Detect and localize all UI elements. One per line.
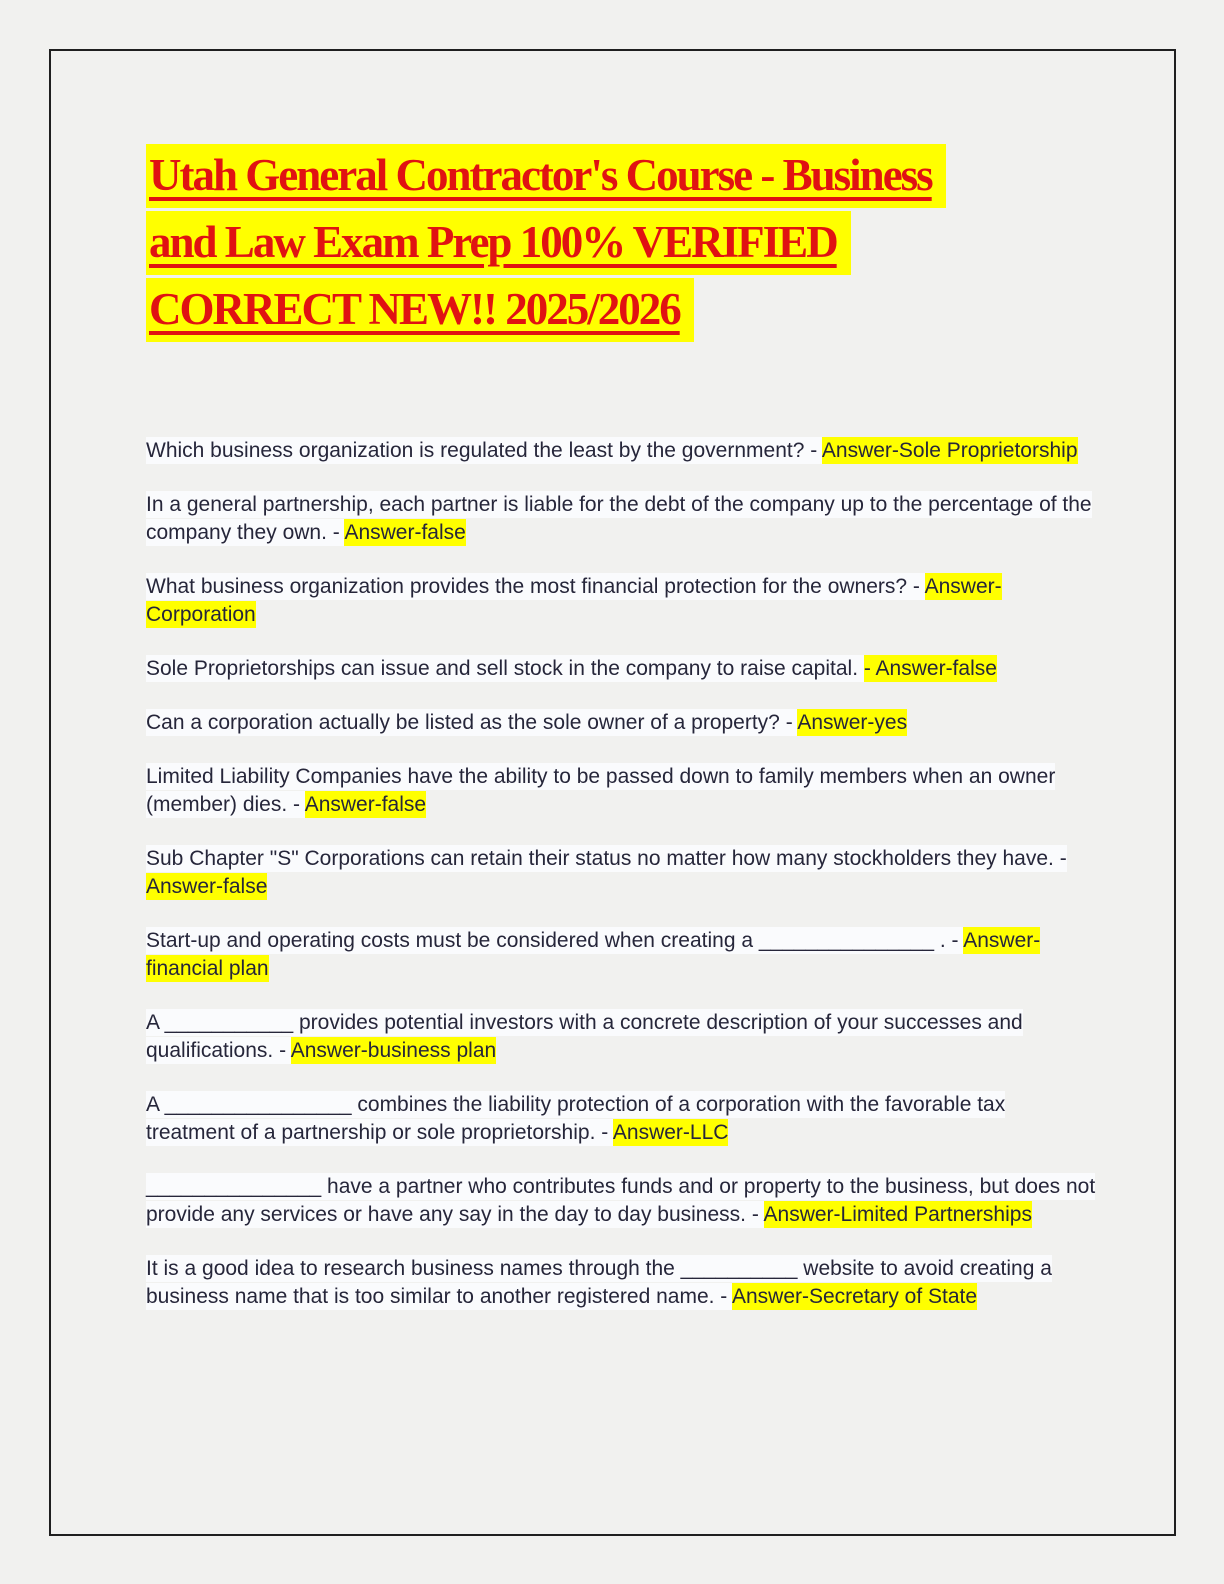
question-text: What business organization provides the most financial protection for the owners? -: [146, 575, 925, 598]
qa-item: [146, 927, 1096, 983]
qa-item: [146, 573, 1096, 629]
title-line: [146, 211, 1096, 278]
title-line: [146, 144, 1096, 211]
qa-item: [146, 1009, 1096, 1065]
question-text: Which business organization is regulated the least by the government? -: [146, 439, 822, 462]
question-text: A ___________ provides potential investors with a concrete description of your successes and qualifications. -: [146, 1011, 1023, 1062]
answer-highlight: Answer-financial plan: [146, 929, 1041, 980]
question-text: Sub Chapter "S" Corporations can retain their status no matter how many stockholders they have. -: [146, 847, 1067, 870]
question-text: Can a corporation actually be listed as the sole owner of a property? -: [146, 711, 798, 734]
qa-item: [146, 845, 1096, 901]
document-title: [146, 144, 1096, 345]
answer-highlight: - Answer-false: [863, 657, 997, 680]
question-text: It is a good idea to research business names through the __________ website to avoid creating a business name that is too similar to another registered name. -: [146, 1257, 1052, 1308]
page-content: [146, 144, 1096, 1337]
answer-highlight: Answer-Limited Partnerships: [763, 1203, 1032, 1226]
qa-item: [146, 437, 1096, 465]
question-text: _______________ have a partner who contributes funds and or property to the business, but does not provide any services or have any say in the day to day business. -: [146, 1175, 1096, 1226]
question-text: A ________________ combines the liability protection of a corporation with the favorable tax treatment of a partnership or sole proprietorship. -: [146, 1093, 1006, 1144]
title-line: [146, 278, 1096, 345]
answer-highlight: Answer-Sole Proprietorship: [821, 439, 1078, 462]
qa-item: [146, 1173, 1096, 1229]
answer-highlight: Answer-Corporation: [146, 575, 1002, 626]
question-text: Start-up and operating costs must be considered when creating a _______________ . -: [146, 929, 964, 952]
page-border: [49, 49, 1176, 1536]
answer-highlight: Answer-business plan: [290, 1039, 497, 1062]
answer-highlight: Answer-Secretary of State: [731, 1285, 978, 1308]
title-highlight: CORRECT NEW!! 2025/2026: [146, 278, 694, 342]
qa-item: [146, 1255, 1096, 1311]
title-highlight: and Law Exam Prep 100% VERIFIED: [146, 211, 851, 275]
answer-highlight: Answer-false: [146, 875, 268, 898]
answer-highlight: Answer-false: [344, 521, 466, 544]
qa-item: [146, 491, 1096, 547]
question-text: Limited Liability Companies have the ability to be passed down to family members when an owner (member) dies. -: [146, 765, 1056, 816]
question-text: In a general partnership, each partner is liable for the debt of the company up to the percentage of the company they own. -: [146, 493, 1092, 544]
qa-item: [146, 763, 1096, 819]
qa-list: [146, 437, 1096, 1311]
qa-item: [146, 709, 1096, 737]
qa-item: [146, 655, 1096, 683]
answer-highlight: Answer-yes: [797, 711, 908, 734]
answer-highlight: Answer-false: [304, 793, 427, 816]
title-highlight: Utah General Contractor's Course - Business: [146, 144, 946, 208]
qa-item: [146, 1091, 1096, 1147]
question-text: Sole Proprietorships can issue and sell stock in the company to raise capital.: [146, 657, 864, 680]
answer-highlight: Answer-LLC: [612, 1121, 729, 1144]
